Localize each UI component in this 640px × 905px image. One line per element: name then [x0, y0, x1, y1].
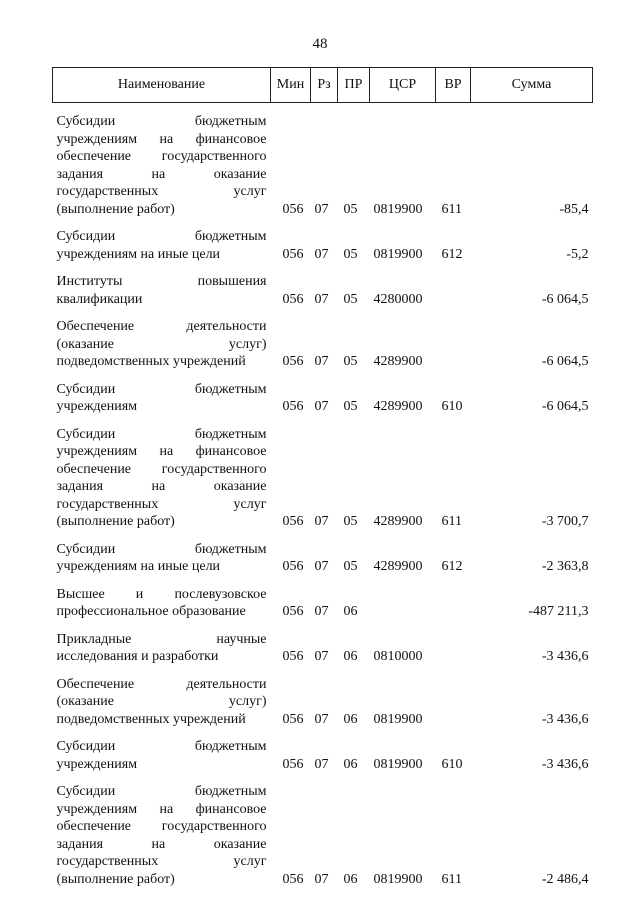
row-sum-cell: -487 211,3 [528, 604, 589, 619]
row-name-line: Субсидии бюджетным [56, 426, 267, 442]
row-csr-cell: 0819900 [373, 711, 423, 727]
header-row [53, 68, 593, 103]
row-spacer [53, 218, 593, 228]
row-sum-cell: -2 363,8 [541, 559, 589, 574]
header-rz: Рз [311, 68, 338, 103]
row-spacer-cell [53, 728, 593, 738]
row-rz-cell: 07 [314, 756, 329, 772]
row-csr-cell: 0819900 [373, 871, 423, 887]
row-name-line: Высшее и послевузовское [56, 586, 267, 602]
row-name-line: Субсидии бюджетным [56, 784, 267, 799]
row-pr-cell: 05 [343, 246, 358, 262]
row-name-line: учреждениям [56, 399, 138, 414]
row-name-cell [53, 783, 271, 888]
table-row [53, 318, 593, 371]
row-pr-cell: 05 [343, 354, 358, 369]
table-row [53, 228, 593, 263]
row-name-line: задания на оказание [56, 836, 267, 852]
row-spacer-cell [53, 263, 593, 273]
row-vr-cell [436, 586, 471, 621]
row-pr-cell: 05 [343, 201, 358, 217]
row-name-line: задания на оказание [56, 166, 267, 182]
row-name-line: Институты повышения [56, 274, 267, 289]
row-sum-cell: -3 436,6 [541, 711, 589, 727]
row-sum-cell: -5,2 [566, 246, 589, 262]
row-spacer-cell [53, 621, 593, 631]
header-sum: Сумма [471, 68, 593, 103]
row-min-cell: 056 [282, 871, 304, 887]
row-vr-cell: 612 [441, 559, 463, 574]
row-name-cell [53, 738, 271, 773]
row-spacer-cell [53, 416, 593, 426]
row-rz-cell: 07 [314, 711, 329, 727]
row-name-cell [53, 631, 271, 666]
row-name-line: учреждениям на финансовое [56, 444, 267, 459]
row-name-cell [53, 676, 271, 729]
header-csr: ЦСР [370, 68, 436, 103]
header-min: Мин [271, 68, 311, 103]
table-row [53, 676, 593, 729]
row-min-cell: 056 [282, 756, 304, 772]
row-min-cell: 056 [282, 604, 304, 619]
row-vr-cell: 612 [441, 246, 463, 262]
row-spacer-cell [53, 308, 593, 318]
row-spacer [53, 531, 593, 541]
row-rz-cell: 07 [314, 201, 329, 217]
row-rz-cell: 07 [314, 354, 329, 369]
row-name-line: учреждениям на финансовое [56, 801, 267, 817]
table-row [53, 426, 593, 531]
row-name-cell [53, 228, 271, 263]
row-pr-cell: 06 [343, 604, 358, 619]
row-vr-cell [436, 318, 471, 371]
row-pr-cell: 05 [343, 399, 358, 414]
row-vr-cell [436, 631, 471, 666]
row-spacer [53, 103, 593, 114]
row-name-line: подведомственных учреждений [56, 354, 246, 369]
row-name-line: профессиональное образование [56, 604, 246, 619]
header-name: Наименование [53, 68, 271, 103]
row-name-line: государственных услуг [56, 854, 267, 869]
row-spacer [53, 371, 593, 381]
row-vr-cell: 611 [441, 871, 462, 887]
table-row [53, 631, 593, 666]
row-csr-cell: 4289900 [373, 399, 423, 414]
row-spacer-cell [53, 576, 593, 586]
row-vr-cell: 611 [441, 201, 462, 217]
row-csr-cell: 0819900 [373, 246, 423, 262]
row-sum-cell: -3 436,6 [541, 756, 589, 772]
row-csr-cell: 4280000 [373, 291, 423, 307]
row-name-line: государственных услуг [56, 496, 267, 512]
table-row [53, 738, 593, 773]
row-pr-cell: 06 [343, 871, 358, 887]
row-sum-cell: -85,4 [559, 201, 589, 217]
row-name-line: (выполнение работ) [56, 201, 175, 217]
row-min-cell: 056 [282, 291, 304, 307]
table-row [53, 273, 593, 308]
row-name-line: учреждениям [56, 756, 138, 772]
row-name-line: Субсидии бюджетным [56, 381, 267, 397]
row-vr-cell: 611 [441, 514, 462, 529]
row-csr-cell [370, 586, 436, 621]
row-csr-cell: 4289900 [373, 514, 423, 529]
row-spacer [53, 728, 593, 738]
row-min-cell: 056 [282, 246, 304, 262]
row-name-line: государственных услуг [56, 184, 267, 199]
row-spacer-cell [53, 773, 593, 783]
row-min-cell: 056 [282, 354, 304, 369]
row-name-line: Субсидии бюджетным [56, 229, 267, 244]
row-vr-cell [436, 676, 471, 729]
row-spacer-cell [53, 218, 593, 228]
row-csr-cell: 4289900 [373, 559, 423, 574]
row-name-cell [53, 273, 271, 308]
row-rz-cell: 07 [314, 514, 329, 529]
row-spacer [53, 666, 593, 676]
row-name-line: Обеспечение деятельности [56, 319, 267, 334]
row-pr-cell: 06 [343, 711, 358, 727]
row-name-line: Субсидии бюджетным [56, 541, 267, 557]
row-rz-cell: 07 [314, 246, 329, 262]
header-pr: ПР [338, 68, 370, 103]
row-pr-cell: 05 [343, 559, 358, 574]
budget-table [52, 67, 593, 888]
row-name-line: обеспечение государственного [56, 461, 267, 477]
row-spacer-cell [53, 666, 593, 676]
row-spacer [53, 576, 593, 586]
row-min-cell: 056 [282, 559, 304, 574]
row-name-line: учреждениям на иные цели [56, 246, 221, 262]
row-csr-cell: 0810000 [373, 649, 423, 664]
row-spacer [53, 621, 593, 631]
table-row [53, 783, 593, 888]
row-spacer-cell [53, 531, 593, 541]
row-sum-cell: -3 436,6 [541, 649, 589, 664]
row-name-line: обеспечение государственного [56, 819, 267, 834]
row-name-line: Обеспечение деятельности [56, 676, 267, 692]
row-pr-cell: 05 [343, 514, 358, 529]
row-name-line: Прикладные научные [56, 631, 267, 647]
row-pr-cell: 06 [343, 756, 358, 772]
row-name-line: (оказание услуг) [56, 694, 267, 709]
table-row [53, 381, 593, 416]
row-name-line: квалификации [56, 291, 143, 307]
row-name-cell [53, 426, 271, 531]
row-name-cell [53, 541, 271, 576]
row-csr-cell: 4289900 [373, 354, 423, 369]
row-sum-cell: -3 700,7 [541, 514, 589, 529]
page-number: 48 [312, 36, 328, 52]
row-min-cell: 056 [282, 711, 304, 727]
row-min-cell: 056 [282, 514, 304, 529]
row-sum-cell: -2 486,4 [541, 871, 589, 887]
row-name-line: (оказание услуг) [56, 336, 267, 352]
row-pr-cell: 05 [343, 291, 358, 307]
row-pr-cell: 06 [343, 649, 358, 664]
row-name-line: Субсидии бюджетным [56, 114, 267, 129]
row-rz-cell: 07 [314, 291, 329, 307]
row-vr-cell: 610 [441, 399, 463, 414]
row-name-cell [53, 381, 271, 416]
row-sum-cell: -6 064,5 [541, 354, 589, 369]
row-spacer-cell [53, 371, 593, 381]
row-spacer [53, 308, 593, 318]
table-row [53, 586, 593, 621]
row-min-cell: 056 [282, 201, 304, 217]
row-name-line: исследования и разработки [56, 649, 219, 664]
row-min-cell: 056 [282, 399, 304, 414]
row-name-cell [53, 318, 271, 371]
row-name-line: учреждениям на иные цели [56, 559, 221, 574]
row-spacer [53, 263, 593, 273]
row-rz-cell: 07 [314, 399, 329, 414]
row-vr-cell [436, 273, 471, 308]
row-name-line: задания на оказание [56, 479, 267, 494]
table-row [53, 113, 593, 218]
row-name-line: (выполнение работ) [56, 871, 175, 887]
table-body [53, 103, 593, 889]
table-row [53, 541, 593, 576]
row-name-line: учреждениям на финансовое [56, 131, 267, 147]
row-rz-cell: 07 [314, 649, 329, 664]
row-name-line: Субсидии бюджетным [56, 739, 267, 754]
table-header [53, 68, 593, 103]
row-min-cell: 056 [282, 649, 304, 664]
row-spacer [53, 773, 593, 783]
row-name-cell [53, 113, 271, 218]
row-name-line: (выполнение работ) [56, 514, 175, 529]
row-sum-cell: -6 064,5 [541, 399, 589, 414]
row-csr-cell: 0819900 [373, 201, 423, 217]
row-spacer [53, 416, 593, 426]
row-name-cell [53, 586, 271, 621]
header-vr: ВР [436, 68, 471, 103]
row-sum-cell: -6 064,5 [541, 291, 589, 307]
row-vr-cell: 610 [441, 756, 463, 772]
row-name-line: обеспечение государственного [56, 149, 267, 164]
row-rz-cell: 07 [314, 559, 329, 574]
row-name-line: подведомственных учреждений [56, 711, 246, 727]
row-spacer-cell [53, 103, 593, 114]
row-rz-cell: 07 [314, 604, 329, 619]
row-csr-cell: 0819900 [373, 756, 423, 772]
row-rz-cell: 07 [314, 871, 329, 887]
